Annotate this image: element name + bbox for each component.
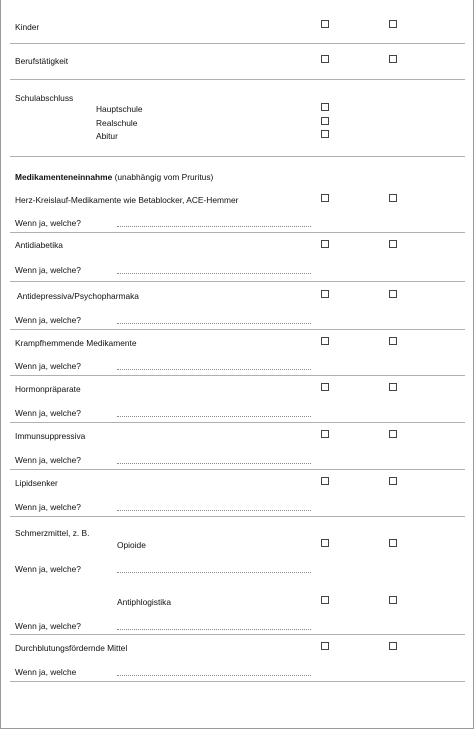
item-checkbox-1[interactable] [321,337,329,345]
item-checkbox-1[interactable] [321,290,329,298]
separator [10,79,465,80]
kinder-checkbox-1[interactable] [321,20,329,28]
item-label: Lipidsenker [15,478,58,488]
beruf-checkbox-1[interactable] [321,55,329,63]
item-label: Hormonpräparate [15,384,81,394]
followup-label: Wenn ja, welche? [15,315,81,325]
item-label: Antidiabetika [15,240,63,250]
medikamente-heading-rest: (unabhängig vom Pruritus) [112,172,214,182]
followup-label: Wenn ja, welche [15,667,77,677]
separator [10,156,465,157]
followup-label: Wenn ja, welche? [15,408,81,418]
followup-label: Wenn ja, welche? [15,502,81,512]
item-checkbox-2[interactable] [389,477,397,485]
separator [10,232,465,233]
followup-input[interactable] [117,323,311,324]
schmerzmittel-sub-antiphlogistika: Antiphlogistika [117,597,172,607]
beruf-checkbox-2[interactable] [389,55,397,63]
followup-label: Wenn ja, welche? [15,218,81,228]
followup-input[interactable] [117,510,311,511]
schulabschluss-option-realschule: Realschule [96,118,138,128]
opioide-checkbox-1[interactable] [321,539,329,547]
item-label: Antidepressiva/Psychopharmaka [17,291,139,301]
followup-input[interactable] [117,675,311,676]
abitur-checkbox[interactable] [321,130,329,138]
followup-input[interactable] [117,629,311,630]
medikamente-heading-bold: Medikamenteneinnahme [15,172,113,182]
followup-input[interactable] [117,572,311,573]
followup-input[interactable] [117,463,311,464]
followup-input[interactable] [117,273,311,274]
followup-label: Wenn ja, welche? [15,265,81,275]
followup-input[interactable] [117,226,311,227]
realschule-checkbox[interactable] [321,117,329,125]
item-checkbox-2[interactable] [389,194,397,202]
separator [10,681,465,682]
separator [10,43,465,44]
separator [10,329,465,330]
followup-label: Wenn ja, welche? [15,564,81,574]
opioide-checkbox-2[interactable] [389,539,397,547]
item-checkbox-2[interactable] [389,337,397,345]
antiphlogistika-checkbox-2[interactable] [389,596,397,604]
item-checkbox-1[interactable] [321,194,329,202]
durchblutung-checkbox-1[interactable] [321,642,329,650]
item-checkbox-1[interactable] [321,430,329,438]
separator [10,375,465,376]
beruf-label: Berufstätigkeit [15,56,69,66]
followup-input[interactable] [117,369,311,370]
item-checkbox-2[interactable] [389,240,397,248]
medikamente-heading [15,172,213,182]
separator [10,469,465,470]
antiphlogistika-checkbox-1[interactable] [321,596,329,604]
followup-input[interactable] [117,416,311,417]
separator [10,281,465,282]
item-checkbox-1[interactable] [321,477,329,485]
durchblutung-label: Durchblutungsfördernde Mittel [15,643,128,653]
schulabschluss-option-hauptschule: Hauptschule [96,104,143,114]
item-checkbox-1[interactable] [321,240,329,248]
separator [10,422,465,423]
followup-label: Wenn ja, welche? [15,361,81,371]
item-checkbox-2[interactable] [389,383,397,391]
separator [10,516,465,517]
hauptschule-checkbox[interactable] [321,103,329,111]
item-label: Immunsuppressiva [15,431,86,441]
item-checkbox-2[interactable] [389,290,397,298]
item-label: Krampfhemmende Medikamente [15,338,137,348]
separator [10,634,465,635]
schulabschluss-option-abitur: Abitur [96,131,118,141]
schmerzmittel-sub-opioide: Opioide [117,540,146,550]
item-label: Herz-Kreislauf-Medikamente wie Betablocker, ACE-Hemmer [15,195,239,205]
item-checkbox-1[interactable] [321,383,329,391]
kinder-checkbox-2[interactable] [389,20,397,28]
durchblutung-checkbox-2[interactable] [389,642,397,650]
item-checkbox-2[interactable] [389,430,397,438]
schulabschluss-label: Schulabschluss [15,93,74,103]
kinder-label: Kinder [15,22,40,32]
followup-label: Wenn ja, welche? [15,455,81,465]
followup-label: Wenn ja, welche? [15,621,81,631]
schmerzmittel-label: Schmerzmittel, z. B. [15,528,90,538]
